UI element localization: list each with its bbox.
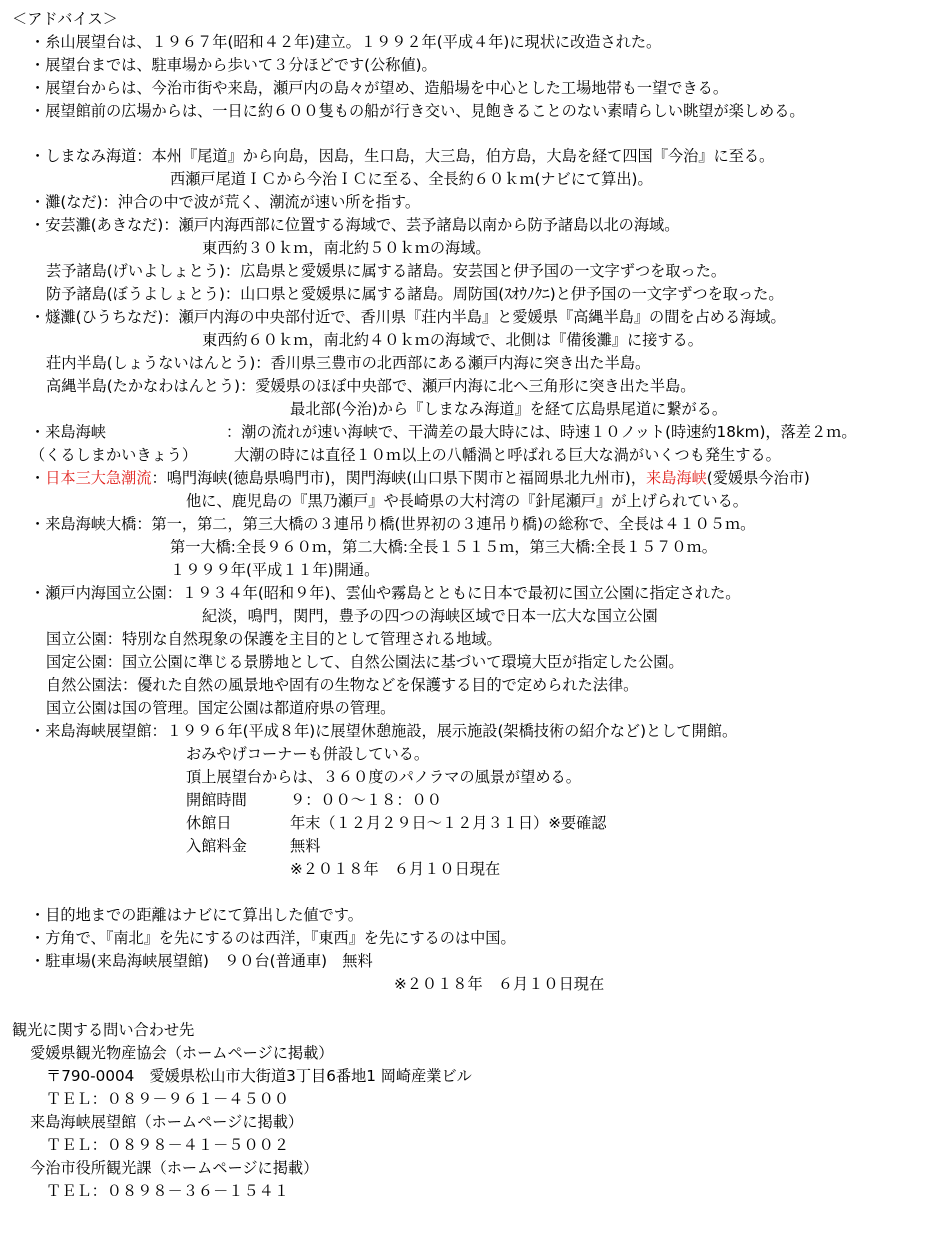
contact-phone: ＴＥＬ：０８９－９６１－４５００ [46, 1090, 289, 1108]
text-line: ・来島海峡展望館：１９９６年(平成８年)に展望休憩施設，展示施設(架橋技術の紹介など)として開館。 [30, 722, 738, 740]
contact-phone: ＴＥＬ：０８９８－３６－１５４１ [46, 1182, 289, 1200]
text-line: 大潮の時には直径１０ｍ以上の八幡渦と呼ばれる巨大な渦がいくつも発生する。 [234, 446, 781, 464]
text-line: ・灘(なだ)：沖合の中で波が荒く、潮流が速い所を指す。 [30, 193, 421, 211]
text-line: 自然公園法：優れた自然の風景地や固有の生物などを保護する目的で定められた法律。 [46, 676, 639, 694]
admission-label: 入館料金 [186, 837, 247, 855]
text-line: 国立公園：特別な自然現象の保護を主目的として管理される地域。 [46, 630, 502, 648]
text-line: ・瀬戸内海国立公園：１９３４年(昭和９年)、雲仙や霧島とともに日本で最初に国立公園に指定された。 [30, 584, 741, 602]
text-line: （くるしまかいきょう） [30, 446, 198, 464]
text-line: ・方角で、『南北』を先にするのは西洋，『東西』を先にするのは中国。 [30, 929, 516, 947]
text-line: ・糸山展望台は、１９６７年(昭和４２年)建立。１９９２年(平成４年)に現状に改造された。 [30, 33, 662, 51]
text-span: ：鳴門海峡(徳島県鳴門市)，関門海峡(山口県下関市と福岡県北九州市)， [151, 469, 647, 487]
text-line: 東西約３０ｋｍ，南北約５０ｋｍの海域。 [202, 239, 491, 257]
contact-phone: ＴＥＬ：０８９８－４１－５００２ [46, 1136, 289, 1154]
closed-label: 休館日 [186, 814, 232, 832]
text-line: １９９９年(平成１１年)開通。 [170, 561, 380, 579]
text-line: ・しまなみ海道：本州『尾道』から向島，因島，生口島，大三島，伯方島，大島を経て四国『今治』に至る。 [30, 147, 775, 165]
text-line: ・展望台からは、今治市街や来島，瀬戸内の島々が望め、造船場を中心とした工場地帯も一望できる。 [30, 79, 729, 97]
text-line: 頂上展望台からは、３６０度のパノラマの風景が望める。 [186, 768, 581, 786]
text-line: ・安芸灘(あきなだ)：瀬戸内海西部に位置する海域で、芸予諸島以南から防予諸島以北の海域。 [30, 216, 680, 234]
text-line: 第一大橋:全長９６０ｍ，第二大橋:全長１５１５ｍ，第三大橋:全長１５７０ｍ。 [170, 538, 717, 556]
text-line: ・展望館前の広場からは、一日に約６００隻もの船が行き交い、見飽きることのない素晴らしい眺望が楽しめる。 [30, 102, 805, 120]
text-line: おみやげコーナーも併設している。 [186, 745, 429, 763]
contact-address: 〒790-0004 愛媛県松山市大街道3丁目6番地1 岡崎産業ビル [46, 1067, 472, 1085]
text-line: ：潮の流れが速い海峡で、干満差の最大時には、時速１０ノット(時速約18km)，落差２ｍ。 [226, 423, 857, 441]
text-line: 西瀬戸尾道ＩＣから今治ＩＣに至る、全長約６０ｋｍ(ナビにて算出)。 [170, 170, 653, 188]
closed-value: 年末（１２月２９日～１２月３１日）※要確認 [290, 814, 607, 832]
advice-heading: ＜アドバイス＞ [12, 10, 118, 28]
text-line: ・駐車場(来島海峡展望館) ９０台(普通車) 無料 [30, 952, 373, 970]
text-line: 高縄半島(たかなわはんとう)：愛媛県のほぼ中央部で、瀬戸内海に北へ三角形に突き出た半島。 [46, 377, 696, 395]
text-line: 荘内半島(しょうないはんとう)：香川県三豊市の北西部にある瀬戸内海に突き出た半島。 [46, 354, 651, 372]
text-line: ・燧灘(ひうちなだ)：瀬戸内海の中央部付近で、香川県『荘内半島』と愛媛県『高縄半島』の間を占める海域。 [30, 308, 786, 326]
text-span: (愛媛県今治市) [706, 469, 810, 487]
contact-org: 愛媛県観光物産協会（ホームページに掲載） [30, 1044, 334, 1062]
contact-heading: 観光に関する問い合わせ先 [12, 1021, 195, 1039]
text-line: 最北部(今治)から『しまなみ海道』を経て広島県尾道に繋がる。 [290, 400, 728, 418]
highlight-kurushima-strait: 来島海峡 [646, 469, 707, 487]
as-of-note: ※２０１８年 ６月１０日現在 [290, 860, 501, 878]
highlight-three-major-currents: 日本三大急潮流 [45, 469, 152, 487]
text-line: 国定公園：国立公園に準じる景勝地として、自然公園法に基づいて環境大臣が指定した公園。 [46, 653, 684, 671]
text-line: ・来島海峡大橋：第一，第二，第三大橋の３連吊り橋(世界初の３連吊り橋)の総称で、全長は４１０５ｍ。 [30, 515, 756, 533]
contact-org: 来島海峡展望館（ホームページに掲載） [30, 1113, 304, 1131]
as-of-note: ※２０１８年 ６月１０日現在 [394, 975, 605, 993]
hours-label: 開館時間 [186, 791, 247, 809]
text-line: ・来島海峡 [30, 423, 106, 441]
hours-value: ９：００～１８：００ [290, 791, 442, 809]
text-line: ・目的地までの距離はナビにて算出した値です。 [30, 906, 363, 924]
text-line: 東西約６０ｋｍ，南北約４０ｋｍの海域で、北側は『備後灘』に接する。 [202, 331, 703, 349]
text-line: 防予諸島(ぼうよしょとう)：山口県と愛媛県に属する諸島。周防国(ｽｵｳﾉｸﾆ)と伊予国の一文字ずつを取った。 [46, 285, 784, 303]
text-line: 国立公園は国の管理。国定公園は都道府県の管理。 [46, 699, 396, 717]
text-line-three-major-currents [30, 467, 810, 490]
text-line: 他に、鹿児島の『黒乃瀬戸』や長崎県の大村湾の『針尾瀬戸』が上げられている。 [186, 492, 748, 510]
text-line: 紀淡，鳴門，関門，豊予の四つの海峡区域で日本一広大な国立公園 [202, 607, 658, 625]
text-line: ・展望台までは、駐車場から歩いて３分ほどです(公称値)。 [30, 56, 437, 74]
bullet: ・ [30, 469, 46, 487]
contact-org: 今治市役所観光課（ホームページに掲載） [30, 1159, 319, 1177]
admission-value: 無料 [290, 837, 321, 855]
text-line: 芸予諸島(げいよしょとう)：広島県と愛媛県に属する諸島。安芸国と伊予国の一文字ずつを取った。 [46, 262, 727, 280]
